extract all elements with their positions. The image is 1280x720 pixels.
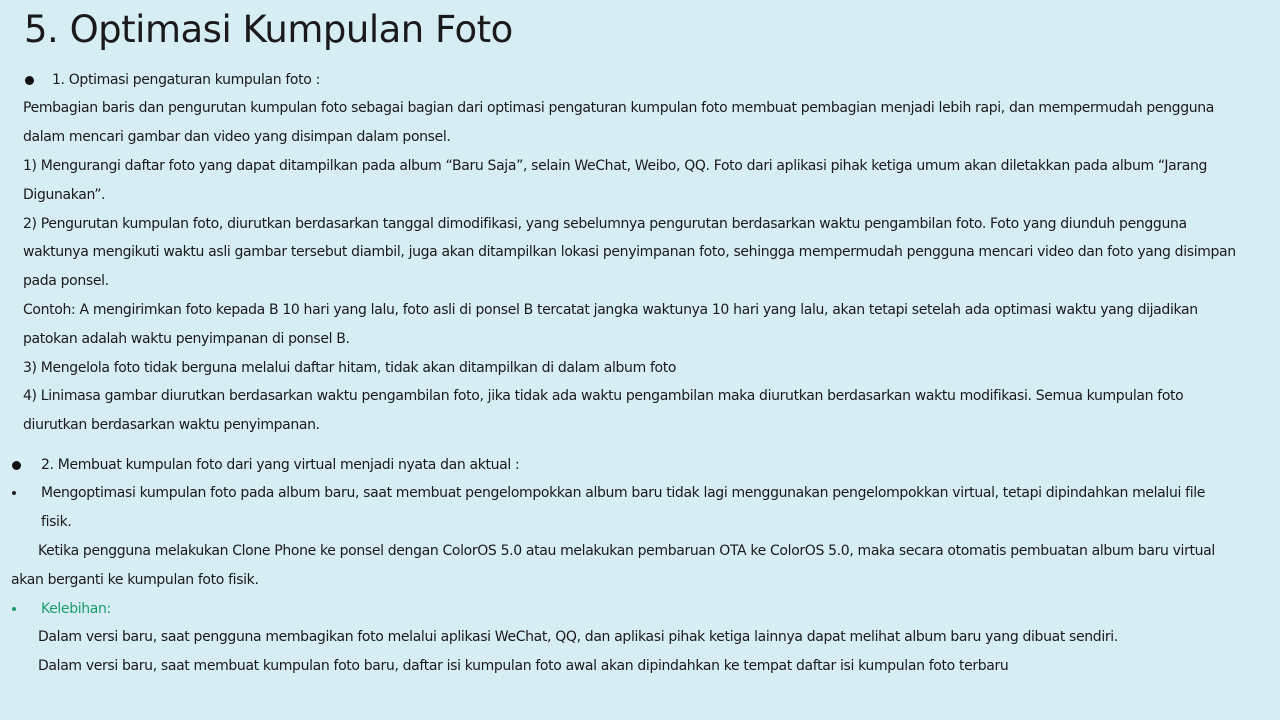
clone-line: Ketika pengguna melakukan Clone Phone ke ponsel dengan ColorOS 5.0 atau melakukan pembaruan OTA ke ColorOS 5.0, maka secara otomatis pembuatan album baru virtual xyxy=(38,543,1215,559)
section1-intro-line: Pembagian baris dan pengurutan kumpulan foto sebagai bagian dari optimasi pengaturan kumpulan foto membuat pembagian menjadi lebih rapi, dan mempermudah pengguna xyxy=(23,100,1215,116)
slide-title: 5. Optimasi Kumpulan Foto xyxy=(24,8,513,51)
item3-line: 3) Mengelola foto tidak berguna melalui daftar hitam, tidak akan ditampilkan di dalam album foto xyxy=(23,360,677,376)
item4-line: diurutkan berdasarkan waktu penyimpanan. xyxy=(23,417,320,433)
bullet-small xyxy=(12,491,16,495)
bullet-small-green xyxy=(12,607,16,611)
item4-line: 4) Linimasa gambar diurutkan berdasarkan waktu pengambilan foto, jika tidak ada waktu pengambilan maka diurutkan berdasarkan waktu modifikasi. Semua kumpulan foto xyxy=(23,388,1184,404)
section1-intro-line: dalam mencari gambar dan video yang disimpan dalam ponsel. xyxy=(23,129,451,145)
item2-line: 2) Pengurutan kumpulan foto, diurutkan berdasarkan tanggal dimodifikasi, yang sebelumnya pengurutan berdasarkan waktu pengambilan foto. Foto yang diunduh pengguna xyxy=(23,216,1187,232)
section1-heading: 1. Optimasi pengaturan kumpulan foto : xyxy=(52,72,320,88)
section2-bullet1-line: Mengoptimasi kumpulan foto pada album baru, saat membuat pengelompokkan album baru tidak lagi menggunakan pengelompokkan virtual, tetapi dipindahkan melalui file xyxy=(41,485,1206,501)
bullet-dot xyxy=(25,76,34,85)
advantage-line: Dalam versi baru, saat membuat kumpulan foto baru, daftar isi kumpulan foto awal akan dipindahkan ke tempat daftar isi kumpulan foto terbaru xyxy=(38,658,1009,674)
item2-line: pada ponsel. xyxy=(23,273,109,289)
advantage-label: Kelebihan: xyxy=(41,601,111,617)
clone-line: akan berganti ke kumpulan foto fisik. xyxy=(11,572,259,588)
item1-line: Digunakan”. xyxy=(23,187,106,203)
item1-line: 1) Mengurangi daftar foto yang dapat ditampilkan pada album “Baru Saja”, selain WeChat, Weibo, QQ. Foto dari aplikasi pihak ketiga umum akan diletakkan pada album “Jarang xyxy=(23,158,1208,174)
example-line: patokan adalah waktu penyimpanan di ponsel B. xyxy=(23,331,350,347)
advantage-line: Dalam versi baru, saat pengguna membagikan foto melalui aplikasi WeChat, QQ, dan aplikasi pihak ketiga lainnya dapat melihat album baru yang dibuat sendiri. xyxy=(38,629,1118,645)
item2-line: waktunya mengikuti waktu asli gambar tersebut diambil, juga akan ditampilkan lokasi penyimpanan foto, sehingga mempermudah pengguna mencari video dan foto yang disimpan xyxy=(23,244,1236,260)
section2-heading: 2. Membuat kumpulan foto dari yang virtual menjadi nyata dan aktual : xyxy=(41,457,520,473)
example-line: Contoh: A mengirimkan foto kepada B 10 hari yang lalu, foto asli di ponsel B tercatat jangka waktunya 10 hari yang lalu, akan tetapi setelah ada optimasi waktu yang dijadikan xyxy=(23,302,1198,318)
bullet-dot xyxy=(12,461,21,470)
section2-bullet1-line: fisik. xyxy=(41,514,72,530)
